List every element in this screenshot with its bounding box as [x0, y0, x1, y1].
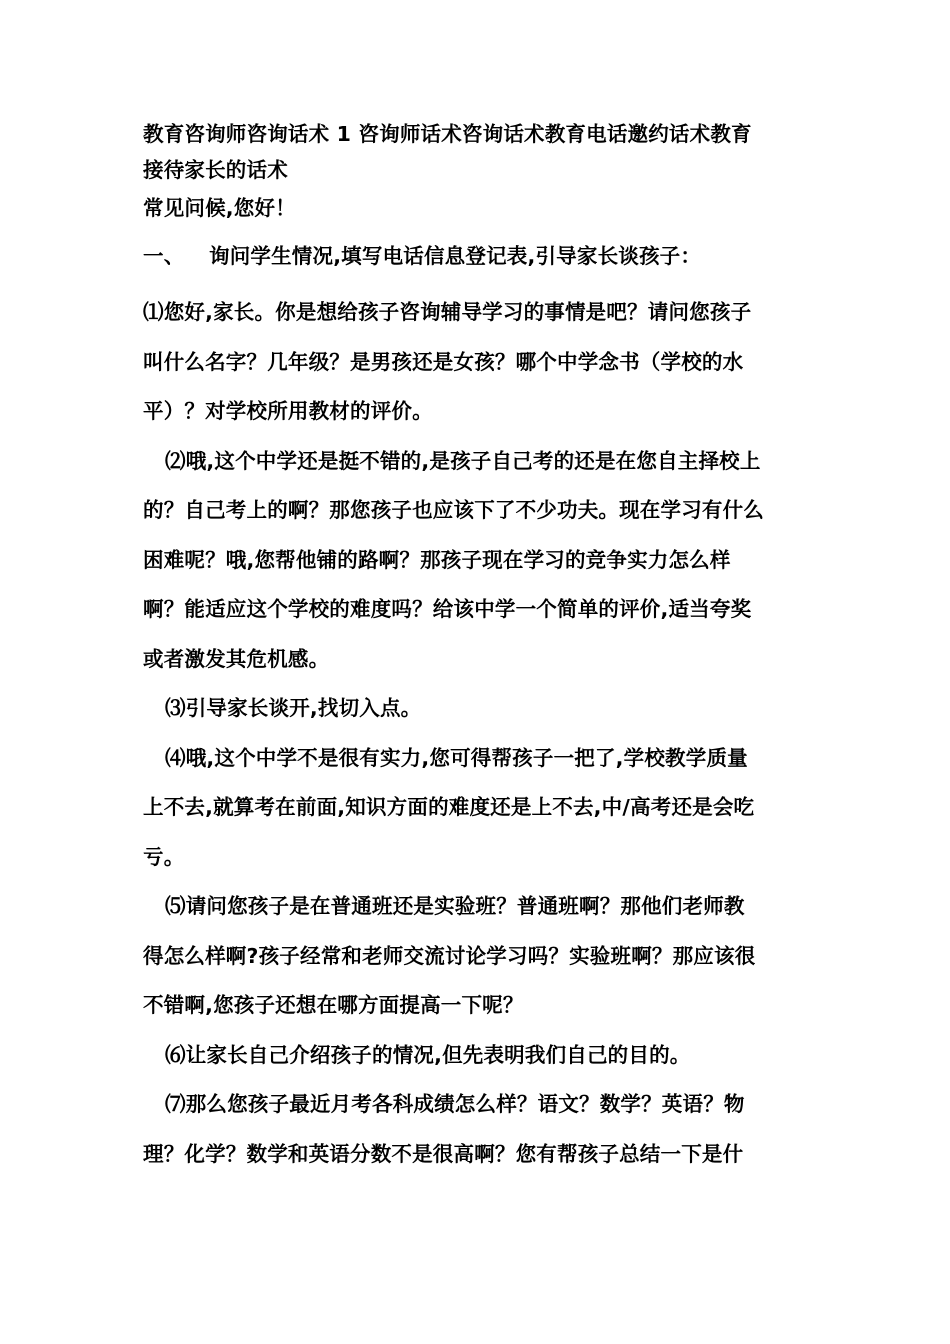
paragraph-line: 叫什么名字？几年级？是男孩还是女孩？哪个中学念书（学校的水 — [143, 349, 744, 374]
document-body — [143, 288, 815, 1179]
paragraph-line: 亏。 — [143, 844, 185, 869]
section-heading-text: 询问学生情况,填写电话信息登记表,引导家长谈孩子： — [209, 244, 702, 268]
paragraph-line: ⑶引导家长谈开,找切入点。 — [165, 696, 422, 720]
paragraph-line: 不错啊,您孩子还想在哪方面提高一下呢？ — [143, 993, 524, 1017]
greeting-text: 常见问候,您好！ — [143, 196, 296, 220]
paragraph-line: ⑺那么您孩子最近月考各科成绩怎么样？语文？数学？英语？物 — [165, 1092, 745, 1116]
paragraph-line: 或者激发其危机感。 — [143, 646, 330, 671]
section-heading — [143, 238, 815, 274]
paragraph-line: ⑷哦,这个中学不是很有实力,您可得帮孩子一把了,学校教学质量 — [165, 745, 748, 770]
document-content — [143, 116, 815, 1179]
paragraph-line: 平）？对学校所用教材的评价。 — [143, 399, 433, 423]
paragraph-line: 得怎么样啊?孩子经常和老师交流讨论学习吗？实验班啊？那应该很 — [143, 943, 756, 968]
paragraph-line: 困难呢？哦,您帮他铺的路啊？那孩子现在学习的竞争实力怎么样 — [143, 547, 731, 572]
paragraph-line: 啊？能适应这个学校的难度吗？给该中学一个简单的评价,适当夸奖 — [143, 597, 752, 621]
paragraph-line: ⑸请问您孩子是在普通班还是实验班？普通班啊？那他们老师教 — [165, 894, 745, 918]
paragraph-line: ⑵哦,这个中学还是挺不错的,是孩子自己考的还是在您自主择校上 — [165, 448, 761, 473]
document-title-line-2: 接待家长的话术 — [143, 158, 288, 182]
document-title-line-1: 教育咨询师咨询话术 1 咨询师话术咨询话术教育电话邀约话术教育 — [143, 122, 752, 146]
paragraph-line: ⑹让家长自己介绍孩子的情况,但先表明我们自己的目的。 — [165, 1042, 691, 1067]
paragraph-line: ⑴您好,家长。你是想给孩子咨询辅导学习的事情是吧？请问您孩子 — [143, 300, 752, 324]
paragraph-line: 理？化学？数学和英语分数不是很高啊？您有帮孩子总结一下是什 — [143, 1141, 744, 1166]
paragraph-line: 上不去,就算考在前面,知识方面的难度还是上不去,中/高考还是会吃 — [143, 795, 755, 819]
section-number: 一、 — [143, 244, 185, 268]
paragraph-line: 的？自己考上的啊？那您孩子也应该下了不少功夫。现在学习有什么 — [143, 498, 764, 522]
